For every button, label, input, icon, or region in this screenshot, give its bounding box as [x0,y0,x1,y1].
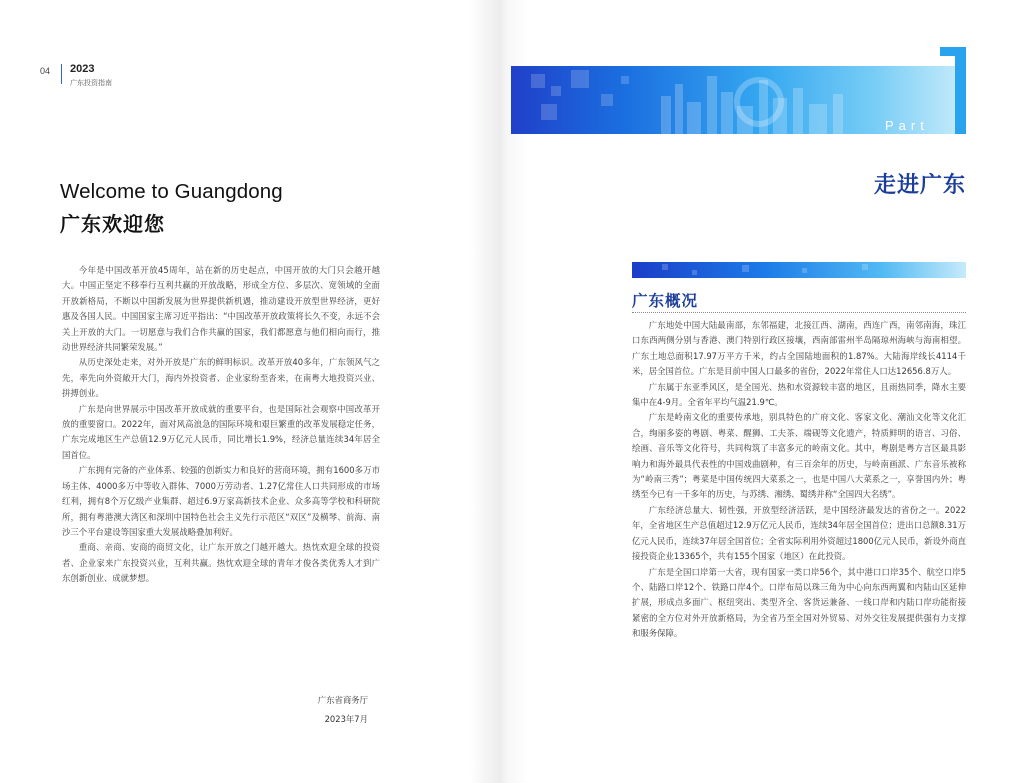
paragraph: 广东地处中国大陆最南部，东邻福建，北接江西、湖南，西连广西，南邻南海，珠江口东西两侧分别与香港、澳门特别行政区接壤，西南部雷州半岛隔琼州海峡与海南相望。广东土地总面积17.97万平方千米，约占全国陆地面积的1.87%。大陆海岸线长4114千米，居全国首位。广东是目前中国人口最多的省份，2022年常住人口达12656.8万人。 [632,320,966,377]
page-number: 04 [40,66,51,76]
paragraph: 从历史深处走来，对外开放是广东的鲜明标识。改革开放40多年，广东领风气之先，率先向外资敞开大门，海内外投资者、企业家纷至沓来，在南粤大地投资兴业、拼搏创业。 [62,357,380,399]
header-year: 2023 [70,63,95,75]
subsection-title: 广东概况 [632,292,699,310]
subsection-banner [632,262,966,278]
part-number-graphic-bar [955,47,966,134]
part-label: Part [885,118,929,133]
welcome-letter-body [62,263,380,587]
paragraph: 今年是中国改革开放45周年，站在新的历史起点，中国开放的大门只会越开越大。中国正坚定不移奉行互利共赢的开放战略，形成全方位、多层次、宽领域的全面开放新格局，不断以中国新发展为世界提供新机遇，推动建设开放型世界经济，更好惠及各国人民。中国国家主席习近平指出：“中国改革开放政策将长久不变，永远不会关上开放的大门。一切愿意与我们合作共赢的国家，我们都愿意与他们相向而行，推动世界经济共同繁荣发展。” [62,265,380,353]
header-divider [61,64,62,84]
paragraph: 广东拥有完备的产业体系、较强的创新实力和良好的营商环境，拥有1600多万市场主体、4000多万中等收入群体、7000万劳动者、1.27亿常住人口共同形成的市场红利，拥有8个万亿级产业集群、超过6.9万家高新技术企业、众多高等学校和科研院所，拥有粤港澳大湾区和深圳中国特色社会主义先行示范区“双区”及横琴、前海、南沙三个平台建设等国家重大发展战略叠加利好。 [62,465,380,537]
welcome-title-en: Welcome to Guangdong [60,180,283,203]
dotted-divider [632,312,966,313]
paragraph: 广东经济总量大、韧性强，开放型经济活跃，是中国经济最发达的省份之一。2022年，全省地区生产总值超过12.9万亿元人民币，连续34年居全国首位；进出口总额8.31万亿元人民币，连续37年居全国首位；全省实际利用外资超过1800亿元人民币，新设外商直接投资企业13365个，共有155个国家（地区）在此投资。 [632,504,966,562]
overview-body [632,318,966,642]
signature-organization: 广东省商务厅 [317,695,368,705]
signature-date: 2023年7月 [324,714,368,724]
paragraph: 广东是岭南文化的重要传承地，别具特色的广府文化、客家文化、潮汕文化等文化汇合，绚丽多姿的粤剧、粤菜、醒狮、工夫茶、端砚等文化遗产，特质鲜明的语言、习俗、绘画、音乐等文化符号，共同构筑了丰富多元的岭南文化。其中，粤剧是粤方言区最具影响力和海外最具代表性的中国戏曲剧种，有三百余年的历史，与岭南画派、广东音乐被称为“岭南三秀”；粤菜是中国传统四大菜系之一，也是中国八大菜系之一，享誉国内外；粤绣至今已有一千多年的历史，与苏绣、湘绣、蜀绣并称“全国四大名绣”。 [632,412,966,500]
welcome-title-zh: 广东欢迎您 [60,212,165,236]
paragraph: 重商、亲商、安商的商贸文化，让广东开放之门越开越大。热忱欢迎全球的投资者、企业家来广东投资兴业，互利共赢。热忱欢迎全球的青年才俊各类优秀人才到广东创新创业、成就梦想。 [62,542,380,584]
paragraph: 广东是全国口岸第一大省，现有国家一类口岸56个，其中港口口岸35个、航空口岸5个、陆路口岸12个、铁路口岸4个。口岸布局以珠三角为中心向东西两翼和内陆山区延伸扩展，形成点多面广、枢纽突出、类型齐全、客货运兼备、一线口岸和内陆口岸功能衔接紧密的全方位对外开放新格局，为全省乃至全国对外贸易、对外交往发展提供强有力支撑和服务保障。 [632,566,966,639]
paragraph: 广东是向世界展示中国改革开放成就的重要平台，也是国际社会观察中国改革开放的重要窗口。2022年，面对风高浪急的国际环境和艰巨繁重的改革发展稳定任务，广东完成地区生产总值12.9万亿元人民币，同比增长1.9%，经济总量连续34年居全国首位。 [62,403,380,460]
paragraph: 广东属于东亚季风区，是全国光、热和水资源较丰富的地区，且雨热同季，降水主要集中在4-9月。全省年平均气温21.9℃。 [632,381,966,408]
section-title: 走进广东 [873,173,966,198]
subsection-banner-pattern [632,262,966,278]
header-subtitle: 广东投资指南 [70,79,112,87]
